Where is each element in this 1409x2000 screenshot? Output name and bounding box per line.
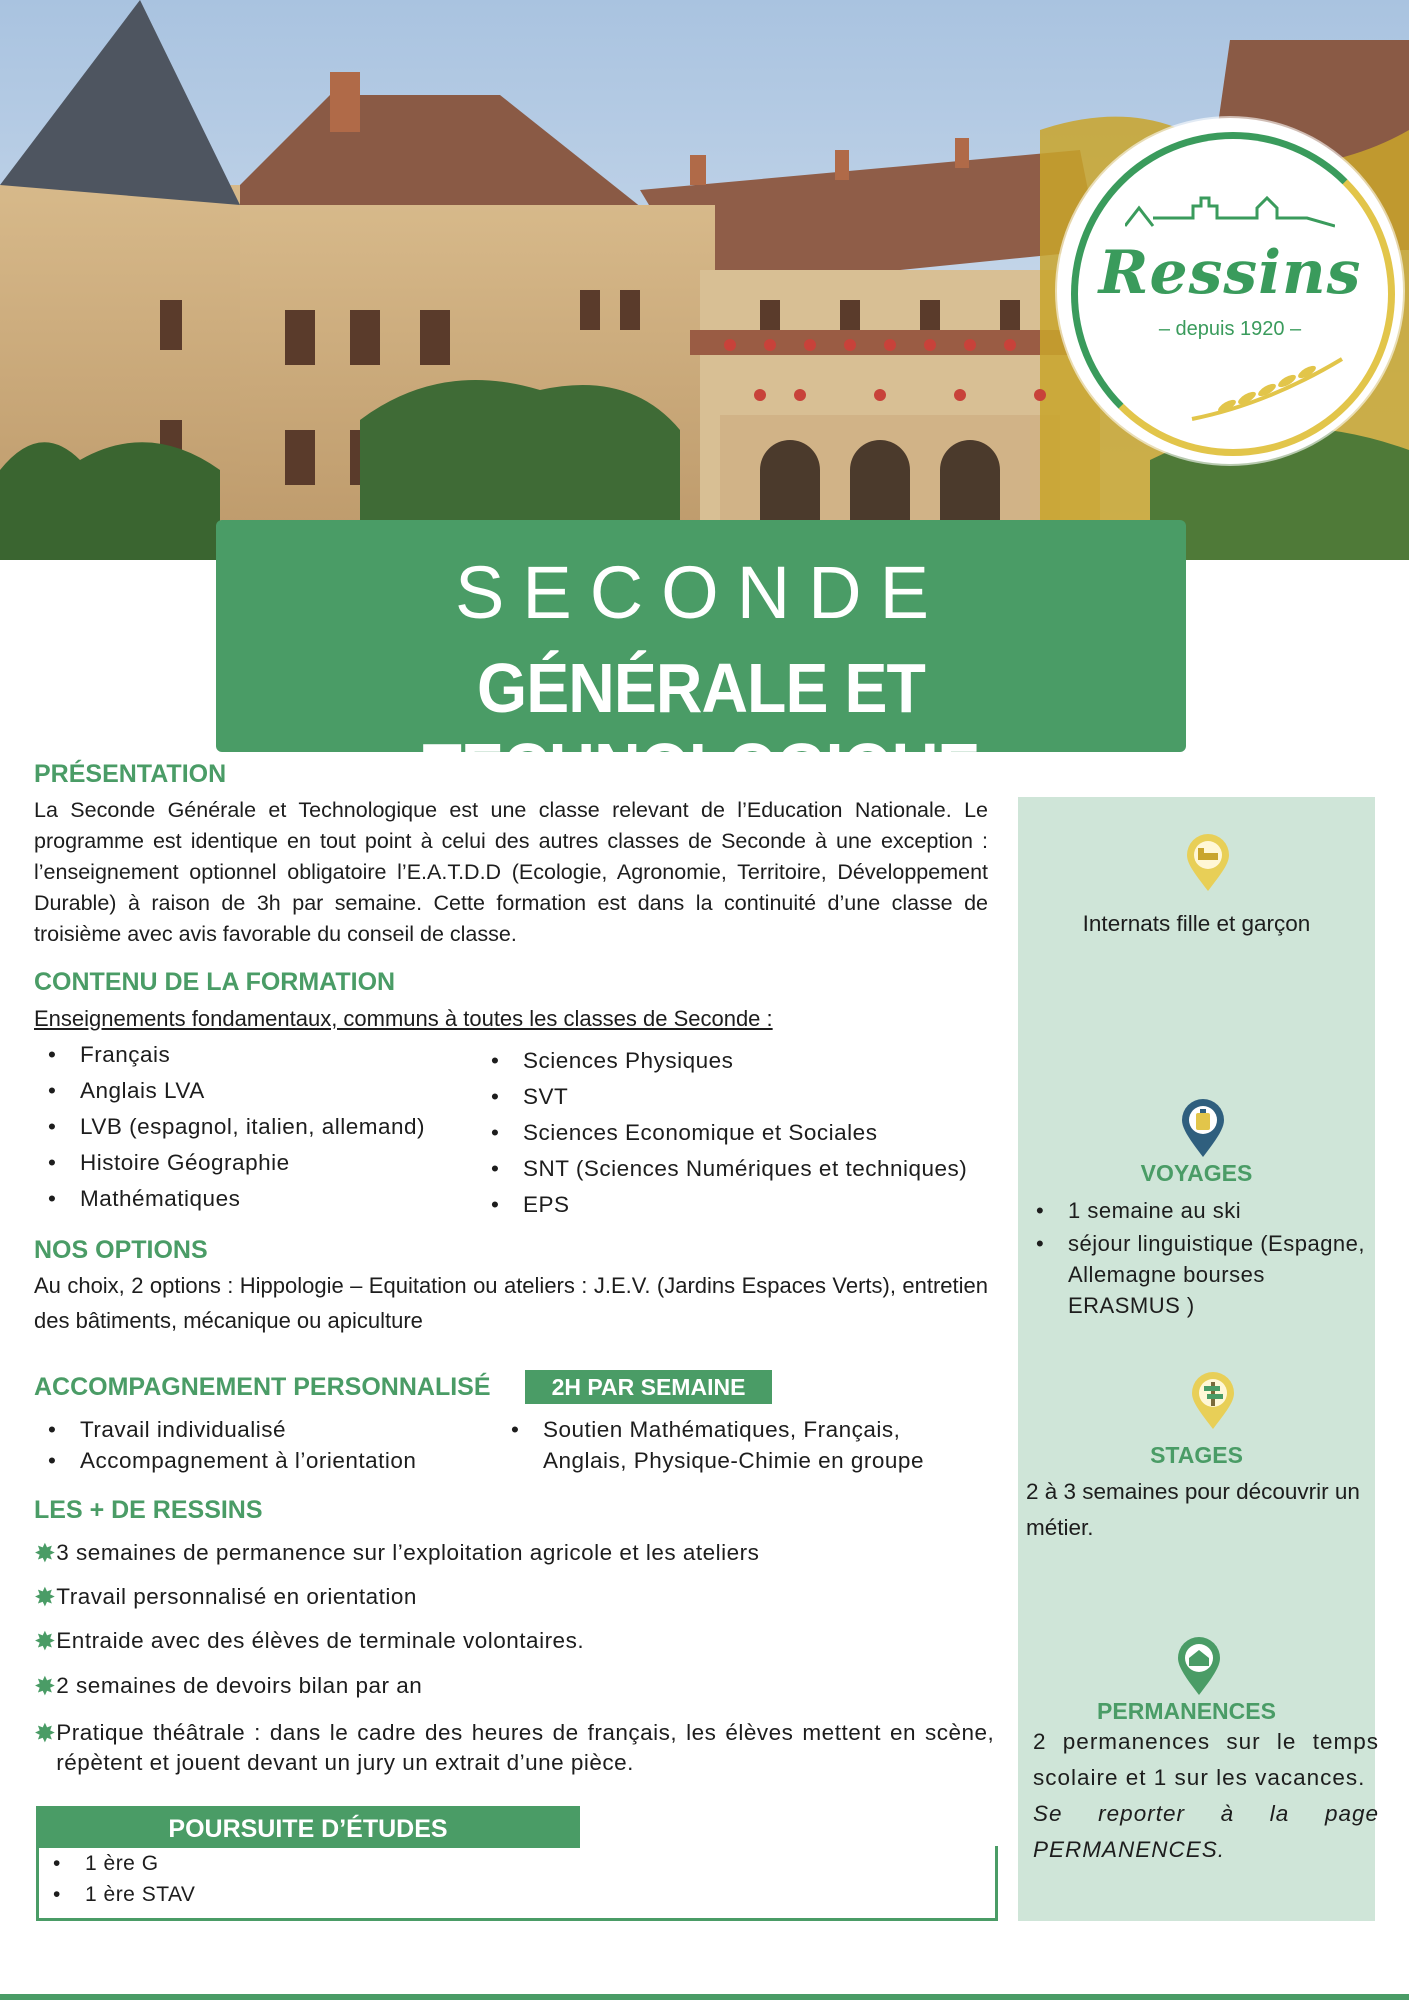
star-bullet-icon: ✸ [34,1582,57,1612]
list-item: • Français [34,1037,474,1073]
bottom-rule [0,1994,1409,2000]
star-bullet-icon: ✸ [34,1626,57,1656]
list-item: • séjour linguistique (Espagne, Allemagne bourses ERASMUS ) [1022,1228,1372,1321]
plus-item: ✸Travail personnalisé en orientation [34,1582,417,1612]
poursuite-box [36,1846,998,1921]
permanences-text: 2 permanences sur le temps scolaire et 1 sur les vacances. [1033,1729,1379,1790]
list-item: • SNT (Sciences Numériques et techniques) [477,1151,997,1187]
poursuite-heading: POURSUITE D’ÉTUDES [36,1806,580,1848]
list-item: • Sciences Economique et Sociales [477,1115,997,1151]
wheat-icon [1187,354,1347,424]
ressins-logo [1057,118,1403,464]
luggage-pin-icon [1180,1098,1226,1158]
plus-item: ✸2 semaines de devoirs bilan par an [34,1671,423,1701]
list-item: • Sciences Physiques [477,1043,997,1079]
options-text: Au choix, 2 options : Hippologie – Equitation ou ateliers : J.E.V. (Jardins Espaces Verts), entretien des bâtiments, mécanique ou apiculture [34,1273,988,1333]
options-heading: NOS OPTIONS [34,1236,208,1264]
title-line-1: SECONDE [455,551,947,634]
castle-outline-icon [1125,188,1335,228]
plus-heading: LES + DE RESSINS [34,1496,263,1524]
stages-heading: STAGES [1150,1442,1243,1468]
internat-text: Internats fille et garçon [1082,911,1311,936]
contenu-list-right [477,1043,997,1223]
list-item: • LVB (espagnol, italien, allemand) [34,1109,474,1145]
plus-item: ✸ Pratique théâtrale : dans le cadre des heures de français, les élèves mettent en scène, répètent et jouent devant un jury un extrait d’une pièce. [34,1718,1004,1778]
list-item: • 1 ère STAV [39,1879,539,1910]
star-bullet-icon: ✸ [34,1718,57,1748]
title-line-2: GÉNÉRALE ET TECHNOLOGIQUE [422,649,980,807]
list-item: • Anglais LVA [34,1073,474,1109]
hours-badge: 2H PAR SEMAINE [525,1370,772,1404]
logo-since: – depuis 1920 – [1158,318,1302,340]
list-item: • 1 semaine au ski [1022,1194,1372,1228]
list-item: • Accompagnement à l’orientation [34,1445,494,1476]
farm-pin-icon [1176,1636,1222,1696]
voyages-list [1022,1194,1372,1321]
list-item: • 1 ère G [39,1848,539,1879]
bed-pin-icon [1185,834,1231,892]
list-item: • EPS [477,1187,997,1223]
presentation-text: La Seconde Générale et Technologique est une classe relevant de l’Education Nationale. Le programme est identique en tout point à celui des autres classes de Seconde à une exception : l’enseignement optionnel obligatoire l’E.A.T.D.D (Ecologie, Agronomie, Territoire, Développement Durable) à raison de 3h par semaine. Cette formation est dans la continuité d’une classe de troisième avec avis favorable du conseil de classe. [34,798,988,946]
contenu-subheading: Enseignements fondamentaux, communs à toutes les classes de Seconde : [34,1006,773,1031]
stages-text: 2 à 3 semaines pour découvrir un métier. [1026,1479,1360,1540]
list-item: • SVT [477,1079,997,1115]
accompagnement-heading: ACCOMPAGNEMENT PERSONNALISÉ [34,1373,491,1401]
plus-item: ✸Entraide avec des élèves de terminale volontaires. [34,1626,585,1656]
accompagnement-list-right [497,1414,977,1476]
contenu-list-left [34,1037,474,1217]
star-bullet-icon: ✸ [34,1671,57,1701]
list-item: • Soutien Mathématiques, Français, Anglais, Physique-Chimie en groupe [497,1414,977,1476]
star-bullet-icon: ✸ [34,1538,57,1568]
list-item: • Histoire Géographie [34,1145,474,1181]
plus-item: ✸3 semaines de permanence sur l’exploitation agricole et les ateliers [34,1538,760,1568]
poursuite-list [39,1848,539,1910]
permanences-heading: PERMANENCES [1097,1698,1276,1724]
list-item: • Travail individualisé [34,1414,494,1445]
signpost-pin-icon [1190,1372,1236,1430]
logo-name: Ressins [1098,238,1362,308]
list-item: • Mathématiques [34,1181,474,1217]
voyages-heading: VOYAGES [1140,1160,1253,1186]
accompagnement-list-left [34,1414,494,1476]
title-banner [216,520,1186,807]
contenu-heading: CONTENU DE LA FORMATION [34,968,396,996]
permanences-note: Se reporter à la page PERMANENCES. [1033,1801,1379,1862]
presentation-heading: PRÉSENTATION [34,760,227,788]
